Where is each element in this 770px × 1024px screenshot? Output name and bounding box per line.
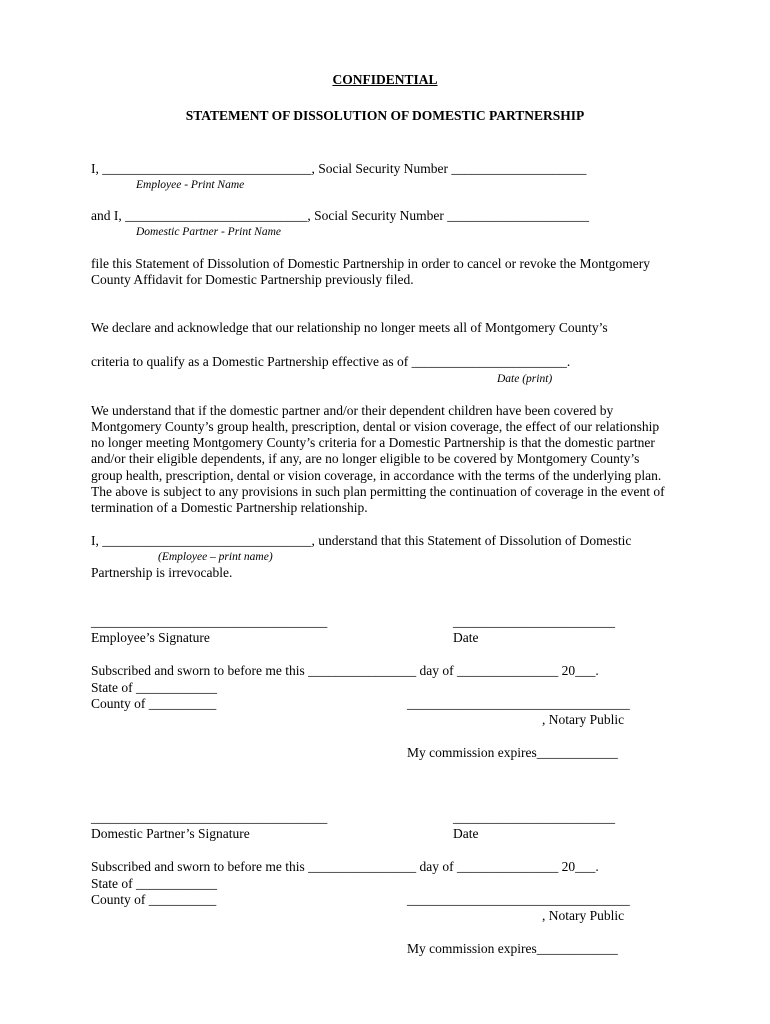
employee-state-line: State of ____________ [91, 680, 217, 695]
employee-name-ssn-line: I, _______________________________, Social Security Number ____________________ [91, 161, 587, 176]
employee-name-caption: Employee - Print Name [136, 179, 245, 191]
employee-notary-label: , Notary Public [542, 712, 625, 727]
declaration-line: We declare and acknowledge that our relationship no longer meets all of Montgomery County’s [91, 320, 608, 335]
employee-date-line: ________________________ [453, 614, 615, 629]
document-title: STATEMENT OF DISSOLUTION OF DOMESTIC PARTNERSHIP [185, 108, 585, 123]
understand-paragraph-line: Montgomery County’s group health, prescription, dental or vision coverage, the effect of our relationship [91, 419, 660, 434]
employee-date-label: Date [453, 630, 479, 645]
partner-state-line: State of ____________ [91, 876, 217, 891]
partner-signature-line: ___________________________________ [91, 810, 328, 825]
understand-paragraph-line: no longer meeting Montgomery County’s criteria for a Domestic Partnership is that the domestic partner [91, 435, 655, 450]
partner-date-line: ________________________ [453, 810, 615, 825]
understand-paragraph-line: We understand that if the domestic partner and/or their dependent children have been covered by [91, 403, 614, 418]
partner-county-line: County of __________ [91, 892, 217, 907]
confidential-heading: CONFIDENTIAL [332, 72, 438, 87]
partner-commission-expires: My commission expires____________ [407, 941, 618, 956]
employee-county-line: County of __________ [91, 696, 217, 711]
irrevocable-statement-end: Partnership is irrevocable. [91, 565, 233, 580]
irrevocable-statement-line: I, _______________________________, understand that this Statement of Dissolution of Domestic [91, 533, 632, 548]
employee-sworn-line: Subscribed and sworn to before me this ________________ day of _______________ 20___. [91, 663, 599, 678]
partner-sworn-line: Subscribed and sworn to before me this ________________ day of _______________ 20___. [91, 859, 599, 874]
file-paragraph-line-2: County Affidavit for Domestic Partnership previously filed. [91, 272, 414, 287]
partner-signature-label: Domestic Partner’s Signature [91, 826, 250, 841]
employee-commission-expires: My commission expires____________ [407, 745, 618, 760]
employee-signature-label: Employee’s Signature [91, 630, 210, 645]
criteria-effective-date-line: criteria to qualify as a Domestic Partnership effective as of _______________________. [91, 354, 571, 369]
partner-name-caption: Domestic Partner - Print Name [136, 226, 282, 238]
understand-paragraph-line: termination of a Domestic Partnership relationship. [91, 500, 368, 515]
employee-notary-signature-line: _________________________________ [407, 696, 630, 711]
date-print-caption: Date (print) [497, 373, 553, 385]
employee-print-name-caption: (Employee – print name) [158, 551, 273, 563]
partner-notary-label: , Notary Public [542, 908, 625, 923]
partner-name-ssn-line: and I, ___________________________, Social Security Number _____________________ [91, 208, 589, 223]
partner-notary-signature-line: _________________________________ [407, 892, 630, 907]
file-paragraph-line-1: file this Statement of Dissolution of Domestic Partnership in order to cancel or revoke the Montgomery [91, 256, 650, 271]
understand-paragraph-line: group health, prescription, dental or vision coverage, in accordance with the terms of the underlying plan. [91, 468, 662, 483]
understand-paragraph-line: The above is subject to any provisions in such plan permitting the continuation of coverage in the event of [91, 484, 665, 499]
partner-date-label: Date [453, 826, 479, 841]
employee-signature-line: ___________________________________ [91, 614, 328, 629]
understand-paragraph-line: and/or their eligible dependents, if any, are no longer eligible to be covered by Montgomery County’s [91, 451, 640, 466]
